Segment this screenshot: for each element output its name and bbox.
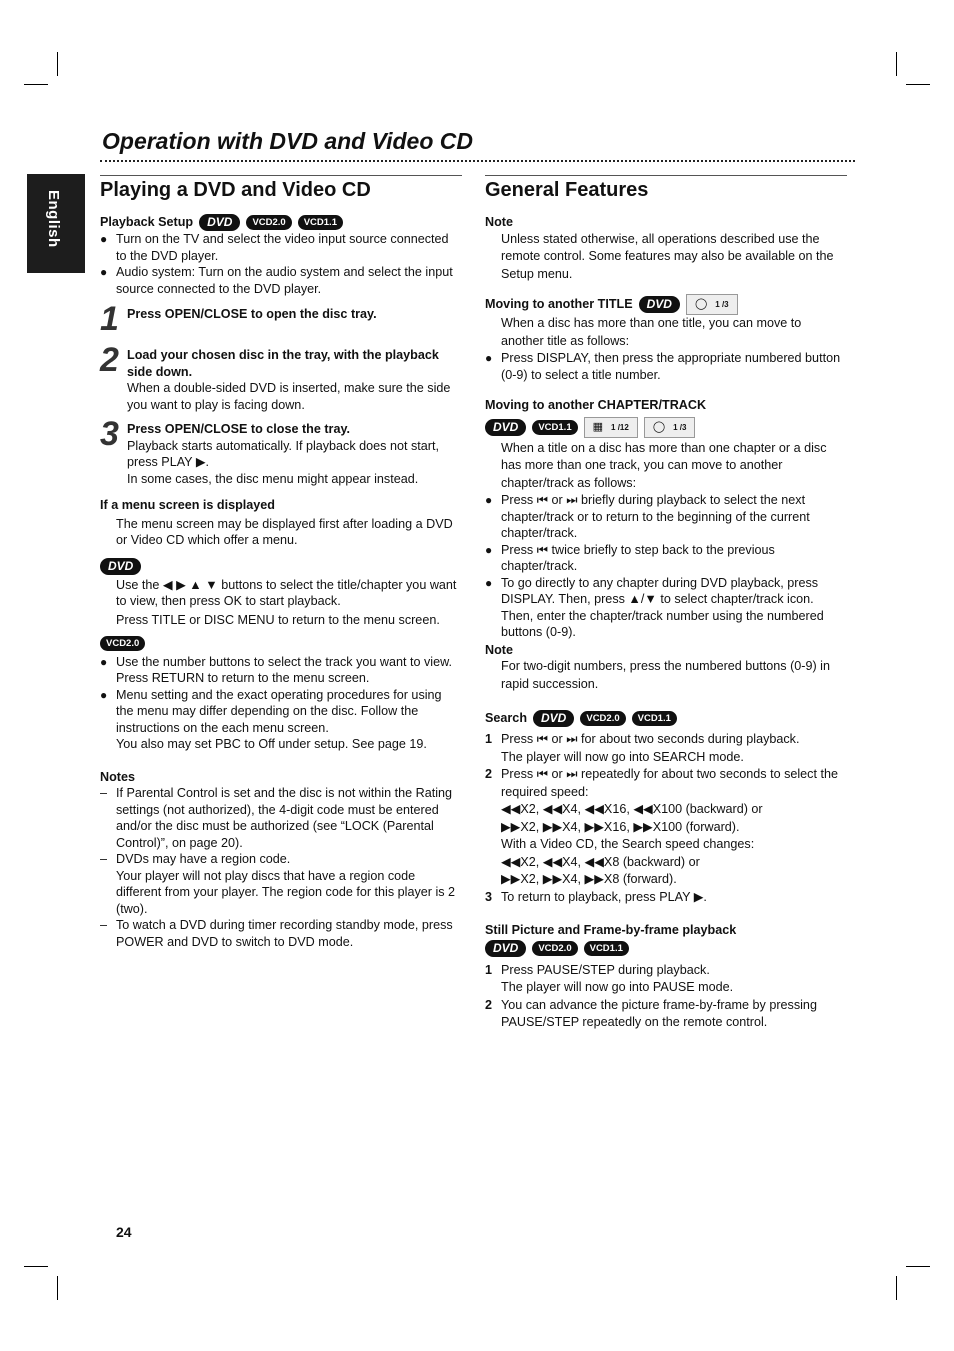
step-instruction: Load your chosen disc in the tray, with the playback side down. — [127, 348, 439, 379]
crop-mark — [896, 1276, 897, 1300]
note-heading: Note — [485, 215, 513, 229]
crop-mark — [896, 52, 897, 76]
paragraph: The menu screen may be displayed first after loading a DVD or Video CD which offer a menu. — [116, 516, 453, 547]
step-instruction: Press OPEN/CLOSE to close the tray. — [127, 422, 351, 436]
list-item: ● To go directly to any chapter during DVD playback, press DISPLAY. Then, press ▲/▼ to select chapter/track icon. Then, enter the chapter/track number using the numbered buttons (0-9). — [485, 575, 847, 641]
chapter-osd-value: 1 /12 — [611, 422, 629, 432]
note-heading: Note — [485, 642, 513, 657]
track-osd-value: 1 /3 — [673, 422, 687, 432]
still-step-2 — [485, 997, 847, 1032]
paragraph: When a disc has more than one title, you can move to another title as follows: — [501, 316, 802, 348]
step-number: 3 — [100, 415, 119, 453]
crop-mark — [57, 52, 58, 76]
search-step-3 — [485, 889, 847, 907]
list-item: ● Press ⏮ twice briefly to step back to the previous chapter/track. — [485, 542, 847, 575]
crop-mark — [57, 1276, 58, 1300]
still-heading: Still Picture and Frame-by-frame playback — [485, 923, 737, 937]
step-text: When a double-sided DVD is inserted, make sure the side you want to play is facing down. — [127, 381, 451, 412]
step-text: The player will now go into SEARCH mode. — [501, 749, 744, 764]
list-item: ● Press ⏮ or ⏭ briefly during playback to select the next chapter/track or to return to the beginning of the current chapter/track. — [485, 492, 847, 542]
crop-mark — [24, 84, 48, 85]
menu-screen-heading: If a menu screen is displayed — [100, 498, 275, 512]
vcd11-badge: VCD1.1 — [632, 711, 677, 726]
list-item: – If Parental Control is set and the disc is not within the Rating settings (not authorized), the 4-digit code must be entered and/or the disc must be authorized (see “LOCK (Parental Control)”, on page 20). — [100, 785, 462, 851]
step-number: 1 — [485, 962, 493, 977]
track-osd — [644, 417, 696, 438]
still-badge-row — [485, 940, 847, 957]
playback-setup-label: Playback Setup — [100, 215, 194, 230]
step-1 — [100, 300, 462, 340]
playback-setup-heading — [100, 214, 462, 231]
search-label: Search — [485, 711, 528, 726]
step-3 — [100, 415, 462, 487]
crop-mark — [906, 1266, 930, 1267]
step-2 — [100, 341, 462, 413]
chapter-osd — [584, 417, 638, 438]
paragraph: Use the ◀ ▶ ▲ ▼ buttons to select the title/chapter you want to view, then press OK to start playback. — [116, 577, 457, 609]
section-heading-playing: Playing a DVD and Video CD — [100, 175, 462, 201]
step-text: Press ⏮ or ⏭ repeatedly for about two seconds to select the required speed: — [501, 767, 838, 799]
vcd11-badge: VCD1.1 — [584, 941, 629, 956]
step-number: 2 — [485, 997, 493, 1012]
chapter-badge-row — [485, 417, 847, 438]
vcd-badge-row — [100, 635, 462, 652]
dvd-badge: DVD — [639, 296, 680, 313]
step-text: You can advance the picture frame-by-frame by pressing PAUSE/STEP repeatedly on the remote control. — [501, 997, 817, 1029]
speed-list: ▶▶X2, ▶▶X4, ▶▶X8 (forward). — [501, 872, 677, 886]
step-text: Press ⏮ or ⏭ for about two seconds during playback. — [501, 732, 800, 746]
step-number: 1 — [485, 732, 493, 746]
dvd-badge: DVD — [100, 558, 141, 575]
paragraph: When a title on a disc has more than one chapter or a disc has more than one track, you can move to another chapter/track as follows: — [501, 440, 827, 490]
title-osd-value: 1 /3 — [715, 300, 729, 309]
paragraph: For two-digit numbers, press the numbered buttons (0-9) in rapid succession. — [501, 659, 830, 691]
left-column — [100, 175, 462, 950]
step-number: 2 — [485, 767, 493, 781]
dvd-badge-row — [100, 558, 462, 575]
paragraph: Unless stated otherwise, all operations described use the remote control. Some features may also be available on the Setup menu. — [501, 231, 834, 281]
still-step-1 — [485, 962, 847, 997]
page-number: 24 — [116, 1224, 132, 1240]
list-item: ● Audio system: Turn on the audio system and select the input source connected to the DVD player. — [100, 264, 462, 297]
step-number: 2 — [100, 341, 119, 379]
title-move-heading — [485, 294, 847, 315]
notes-heading: Notes — [100, 769, 135, 784]
vcd20-badge: VCD2.0 — [532, 941, 577, 956]
disc-icon: ◯ — [652, 420, 666, 433]
step-number: 3 — [485, 889, 493, 904]
speed-list: ▶▶X2, ▶▶X4, ▶▶X16, ▶▶X100 (forward). — [501, 819, 740, 834]
dvd-badge: DVD — [485, 940, 526, 957]
vcd11-badge: VCD1.1 — [532, 420, 577, 435]
step-instruction: Press OPEN/CLOSE to open the disc tray. — [127, 307, 377, 321]
step-text: Playback starts automatically. If playback does not start, press PLAY ▶. — [127, 438, 439, 469]
title-osd — [686, 294, 738, 315]
dvd-badge: DVD — [199, 214, 240, 231]
list-item: – DVDs may have a region code. — [100, 851, 462, 868]
search-step-2 — [485, 766, 847, 889]
page-title: Operation with DVD and Video CD — [102, 128, 473, 154]
paragraph: Press TITLE or DISC MENU to return to the menu screen. — [116, 612, 440, 627]
vcd20-badge: VCD2.0 — [246, 215, 291, 230]
step-text: With a Video CD, the Search speed changes: — [501, 837, 755, 851]
search-heading — [485, 710, 847, 727]
section-heading-general: General Features — [485, 175, 847, 201]
title-divider — [100, 160, 855, 162]
step-text: To return to playback, press PLAY ▶. — [501, 889, 707, 904]
dvd-badge: DVD — [533, 710, 574, 727]
crop-mark — [906, 84, 930, 85]
disc-icon: ◯ — [694, 298, 708, 310]
dvd-badge: DVD — [485, 419, 526, 436]
chapter-move-heading: Moving to another CHAPTER/TRACK — [485, 398, 707, 412]
step-text: The player will now go into PAUSE mode. — [501, 980, 734, 994]
speed-list: ◀◀X2, ◀◀X4, ◀◀X16, ◀◀X100 (backward) or — [501, 802, 763, 816]
list-item: ● Menu setting and the exact operating procedures for using the menu may differ depending on the disc. Follow the instructions on the each menu screen. — [100, 687, 462, 737]
paragraph: Press RETURN to return to the menu screen. — [116, 671, 370, 686]
vcd20-badge: VCD2.0 — [100, 636, 145, 651]
list-item: ● Press DISPLAY, then press the appropriate numbered button (0-9) to select a title number. — [485, 350, 847, 383]
vcd20-badge: VCD2.0 — [580, 711, 625, 726]
search-step-1 — [485, 731, 847, 766]
step-text: Press PAUSE/STEP during playback. — [501, 962, 710, 977]
step-text: In some cases, the disc menu might appear instead. — [127, 471, 419, 486]
vcd11-badge: VCD1.1 — [298, 215, 343, 230]
step-number: 1 — [100, 300, 119, 338]
list-item: ● Turn on the TV and select the video input source connected to the DVD player. — [100, 231, 462, 264]
list-item: ● Use the number buttons to select the track you want to view. — [100, 654, 462, 671]
crop-mark — [24, 1266, 48, 1267]
film-icon: ▦ — [592, 420, 604, 433]
language-tab — [27, 174, 85, 273]
speed-list: ◀◀X2, ◀◀X4, ◀◀X8 (backward) or — [501, 854, 700, 869]
paragraph: Your player will not play discs that have a region code different from your player. The region code for this player is 2 (two). — [116, 868, 456, 916]
language-tab-label: English — [45, 190, 62, 248]
title-move-label: Moving to another TITLE — [485, 297, 633, 312]
right-column — [485, 175, 847, 1032]
list-item: – To watch a DVD during timer recording standby mode, press POWER and DVD to switch to DVD mode. — [100, 917, 462, 950]
paragraph: You also may set PBC to Off under setup. See page 19. — [116, 737, 427, 752]
